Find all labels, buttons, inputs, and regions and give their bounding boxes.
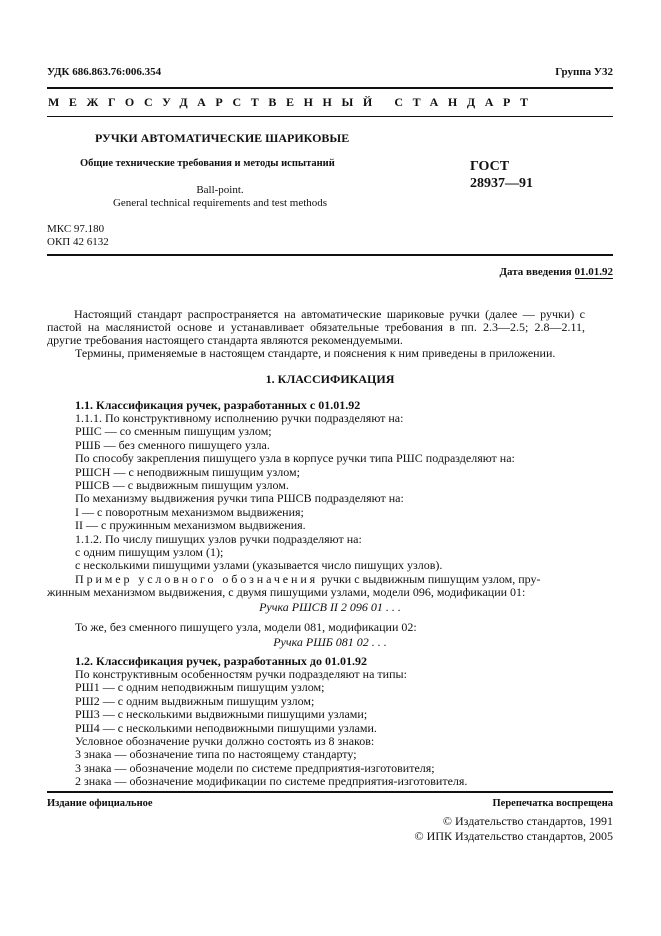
list-item: с одним пишущим узлом (1); [75,544,224,559]
official-edition: Издание официальное [47,798,153,809]
subsection-1-2-list [75,668,467,789]
list-item: с несколькими пишущими узлами (указывается число пишущих узлов). [75,558,443,573]
list-item: II — с пружинным механизмом выдвижения. [75,518,306,533]
list-item: 3 знака — обозначение модели по системе предприятия-изготовителя; [75,760,435,775]
reprint-notice: Перепечатка воспрещена [492,798,613,809]
top-rule [47,87,613,89]
doc-subtitle: Общие технические требования и методы испытаний [80,158,335,169]
udk-code: УДК 686.863.76:006.354 [47,66,162,78]
list-item: I — с поворотным механизмом выдвижения; [75,504,304,519]
intro-line-3: другие требования настоящего стандарта являются рекомендуемыми. [47,333,403,347]
list-item: РШ1 — с одним неподвижным пишущим узлом; [75,680,325,695]
banner-rule [47,116,613,117]
copyright-1991: © Издательство стандартов, 1991 [442,814,613,828]
list-item: РШСН — с неподвижным пишущим узлом; [75,464,300,479]
example-label-spaced: Пример условного обозначения [75,572,319,586]
list-item: 2 знака — обозначение модификации по системе предприятия-изготовителя. [75,774,468,789]
effective-date-value: 01.01.92 [574,266,613,278]
example-intro-line-2: жинным механизмом выдвижения, с двумя пишущими узлами, модели 096, модификации 01: [47,585,526,599]
gost-number: 28937—91 [470,176,533,191]
list-item: Условное обозначение ручки должно состоять из 8 знаков: [75,733,375,748]
doc-title: РУЧКИ АВТОМАТИЧЕСКИЕ ШАРИКОВЫЕ [95,131,350,145]
standard-banner: МЕЖГОСУДАРСТВЕННЫЙ СТАНДАРТ [48,95,538,109]
list-item: РШ2 — с одним выдвижным пишущим узлом; [75,693,315,708]
list-item: РШСВ — с выдвижным пишущим узлом. [75,477,289,492]
footer-rule [47,791,613,793]
same-note: То же, без сменного пишущего узла, модели 081, модификации 02: [75,620,417,634]
english-title-line1: Ball-point. [196,184,244,196]
list-item: 1.1.2. По числу пишущих узлов ручки подразделяют на: [75,531,362,546]
list-item: РШС — со сменным пишущим узлом; [75,424,272,439]
english-title-line2: General technical requirements and test methods [112,197,328,209]
section-heading: 1. КЛАССИФИКАЦИЯ [265,372,395,386]
group-code: Группа У32 [555,66,613,78]
example-label-rest: ручки с выдвижным пишущим узлом, пру- [321,572,541,586]
subsection-1-2-heading: 1.2. Классификация ручек, разработанных до 01.01.92 [75,654,367,668]
example-designation-1: Ручка РШСВ II 2 096 01 . . . [259,600,401,614]
list-item: 3 знака — обозначение типа по настоящему стандарту; [75,747,357,762]
list-item: РШ3 — с несколькими выдвижными пишущими узлами; [75,707,368,722]
example-designation-2: Ручка РШБ 081 02 . . . [273,635,387,649]
gost-label: ГОСТ [470,159,510,174]
list-item: РШБ — без сменного пишущего узла. [75,437,270,452]
effective-date [499,266,613,279]
intro-line-1: Настоящий стандарт распространяется на автоматические шариковые ручки (далее — ручки) с [74,307,585,321]
subsection-1-1-heading: 1.1. Классификация ручек, разработанных с 01.01.92 [75,398,361,412]
okp-code: ОКП 42 6132 [47,236,109,248]
list-item: По конструктивным особенностям ручки подразделяют на типы: [75,667,407,681]
list-item: По способу закрепления пишущего узла в корпусе ручки типа РШС подразделяют на: [75,451,515,466]
copyright-2005: © ИПК Издательство стандартов, 2005 [414,829,613,843]
effective-date-label: Дата введения [499,266,572,278]
list-item: 1.1.1. По конструктивному исполнению ручки подразделяют на: [75,411,404,425]
intro-line-2: пастой на маслянистой основе и устанавливает обязательные требования в пп. 2.3—2.5; 2.8—2.11, [47,320,585,334]
title-rule [47,254,613,256]
subsection-1-1-list [75,412,515,573]
list-item: По механизму выдвижения ручки типа РШСВ подразделяют на: [75,491,404,506]
list-item: РШ4 — с несколькими неподвижными пишущими узлами. [75,720,377,735]
mks-code: МКС 97.180 [47,223,105,235]
intro-terms: Термины, применяемые в настоящем стандарте, и пояснения к ним приведены в приложении. [75,346,556,360]
